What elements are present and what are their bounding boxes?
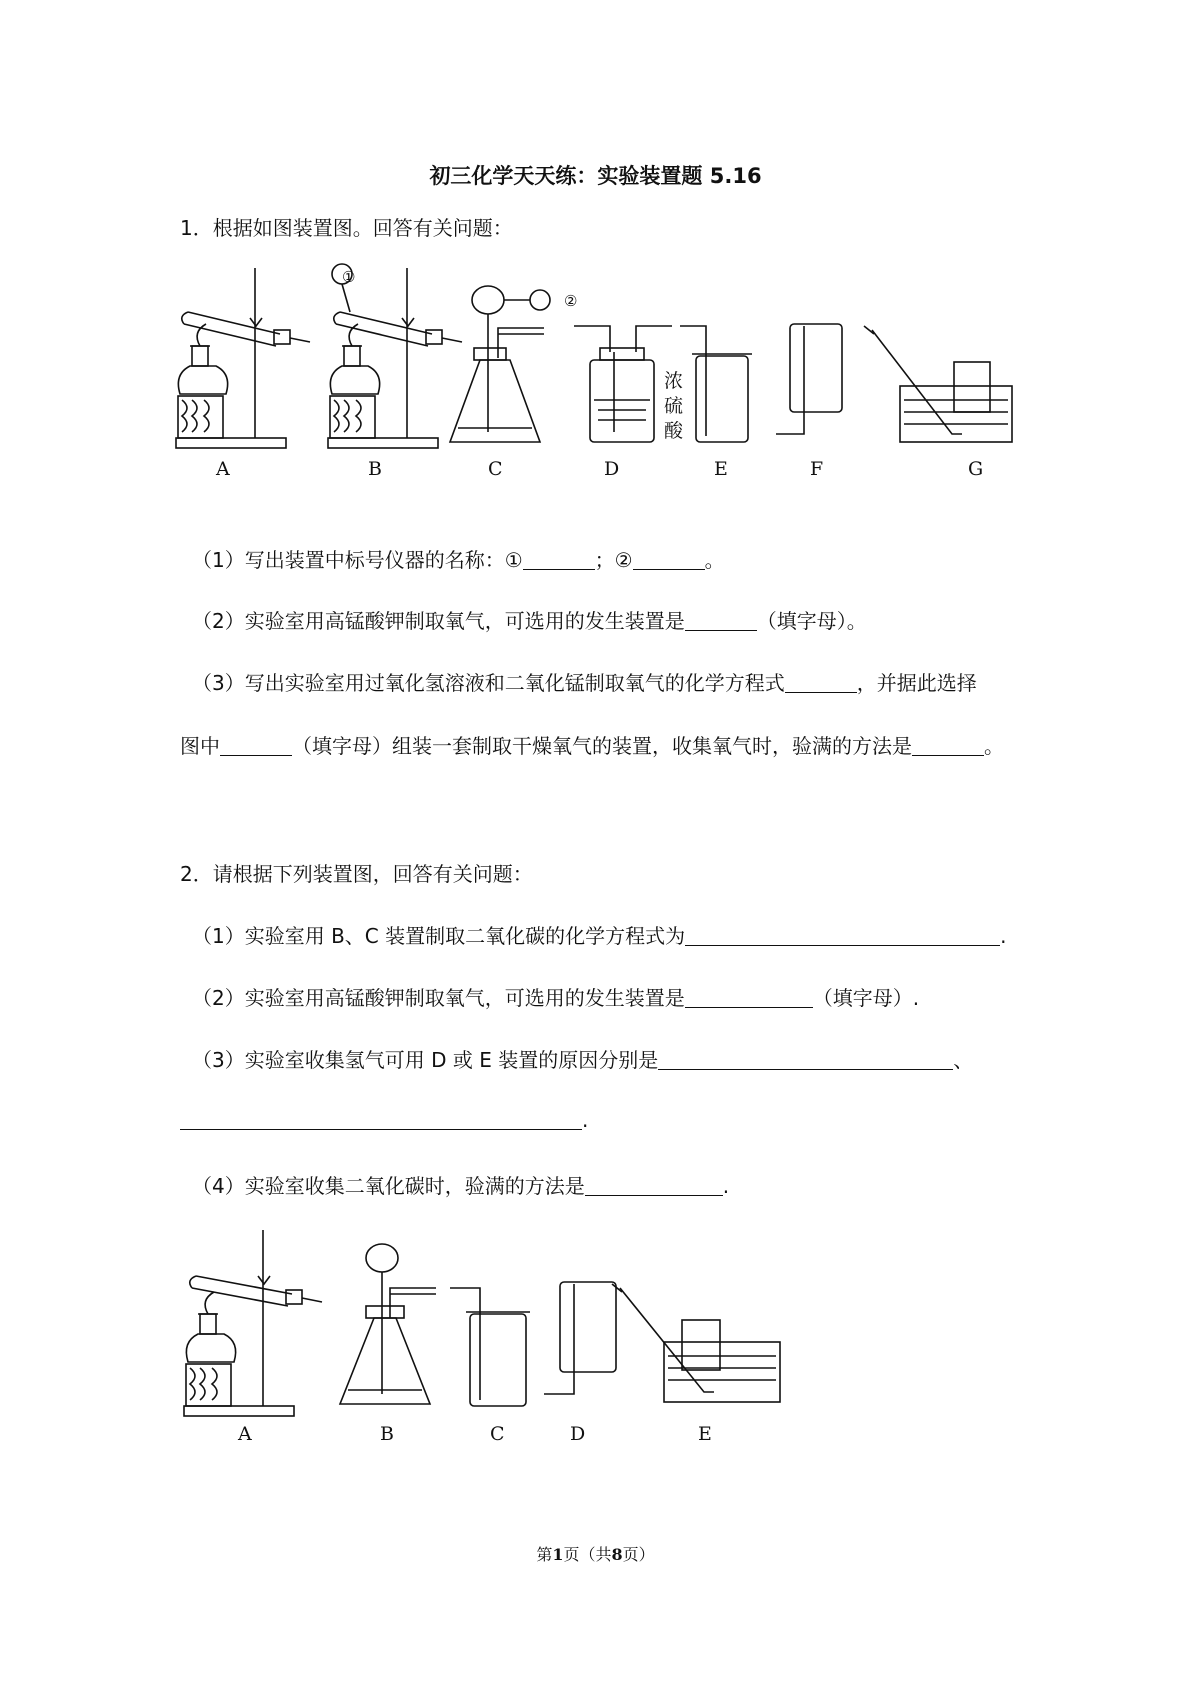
q1-stem: 1．根据如图装置图。回答有关问题： [180, 216, 513, 240]
svg-text:D: D [604, 458, 620, 480]
q1-part-1: （1）写出装置中标号仪器的名称：① ；② 。 [192, 548, 725, 572]
svg-text:A: A [238, 1423, 252, 1445]
svg-text:F: F [810, 458, 824, 480]
q1-label-b: B [368, 458, 382, 480]
q2-apparatus-figure [178, 1228, 818, 1458]
svg-text:C: C [488, 458, 503, 480]
q1-label-a: A [216, 458, 230, 480]
page-title: 初三化学天天练：实验装置题 5.16 [429, 164, 762, 188]
svg-text:D: D [570, 1423, 586, 1445]
q1-part-2: （2）实验室用高锰酸钾制取氧气，可选用的发生装置是 （填字母）。 [192, 609, 867, 633]
answer-blank[interactable] [220, 735, 292, 756]
answer-blank[interactable] [180, 1109, 582, 1130]
svg-text:G: G [968, 458, 984, 480]
q1-apparatus-figure [170, 260, 1090, 490]
q2-part-2: （2）实验室用高锰酸钾制取氧气，可选用的发生装置是 （填字母）. [192, 986, 920, 1010]
answer-blank[interactable] [685, 925, 1000, 946]
svg-text:E: E [698, 1423, 712, 1445]
answer-blank[interactable] [785, 672, 857, 693]
q1-acid-label-1: 浓 [664, 370, 684, 392]
q1-acid-label-2: 硫 [664, 395, 684, 417]
answer-blank[interactable] [523, 549, 595, 570]
svg-text:B: B [380, 1423, 394, 1445]
answer-blank[interactable] [633, 549, 705, 570]
q2-stem: 2．请根据下列装置图，回答有关问题： [180, 862, 533, 886]
answer-blank[interactable] [685, 610, 757, 631]
answer-blank[interactable] [658, 1049, 953, 1070]
answer-blank[interactable] [685, 987, 813, 1008]
q1-marker-2: ② [564, 292, 578, 310]
answer-blank[interactable] [912, 735, 984, 756]
q2-part-3: （3）实验室收集氢气可用 D 或 E 装置的原因分别是 、 [192, 1048, 974, 1072]
page-footer: 第1页（共8页） [536, 1545, 655, 1564]
answer-blank[interactable] [585, 1175, 723, 1196]
q2-part-3-cont: . [180, 1108, 588, 1132]
svg-text:E: E [714, 458, 728, 480]
q2-part-1: （1）实验室用 B、C 装置制取二氧化碳的化学方程式为 . [192, 924, 1007, 948]
svg-text:C: C [490, 1423, 505, 1445]
q2-part-4: （4）实验室收集二氧化碳时，验满的方法是 . [192, 1174, 730, 1198]
q1-marker-1: ① [342, 268, 356, 286]
q1-acid-label-3: 酸 [664, 420, 684, 442]
q1-part-3: （3）写出实验室用过氧化氢溶液和二氧化锰制取氧气的化学方程式 ，并据此选择 [192, 671, 977, 695]
q1-part-3-cont: 图中 （填字母）组装一套制取干燥氧气的装置，收集氧气时，验满的方法是 。 [180, 734, 1004, 758]
